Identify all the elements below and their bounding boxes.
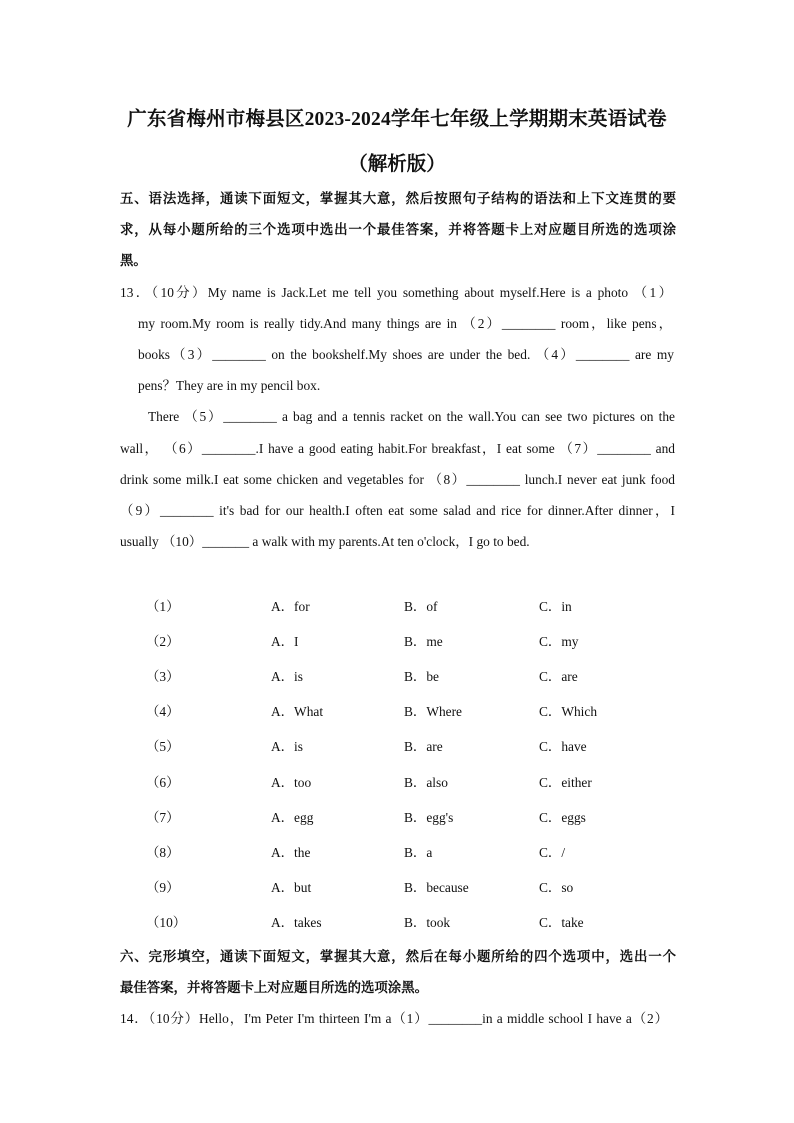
q13-option-row [0,631,794,651]
q13-option-row [0,772,794,792]
q13-passage-line-3: books（3）________ on the bookshelf.My shoes are under the bed. （4）________ are my [138,347,674,362]
option-a: A．is [271,669,303,684]
option-number: （7） [146,810,180,825]
section5-instruction-line-1: 五、语法选择，通读下面短文，掌握其大意，然后按照句子结构的语法和上下文连贯的要 [120,191,676,206]
option-a: A．takes [271,915,322,930]
q13-passage-line-4: pens？They are in my pencil box. [138,378,321,393]
q14-passage-line-1: 14．（10分）Hello，I'm Peter I'm thirteen I'm a（1）________in a middle school I have a（2） [120,1011,668,1026]
option-number: （2） [146,634,180,649]
option-a: A．too [271,775,312,790]
option-c: C．either [539,775,592,790]
option-c: C．are [539,669,578,684]
section6-instruction-line-1: 六、完形填空，通读下面短文，掌握其大意，然后在每小题所给的四个选项中，选出一个 [120,949,676,964]
q13-option-row [0,666,794,686]
option-c: C．so [539,880,574,895]
q13-option-row [0,596,794,616]
exam-title: 广东省梅州市梅县区2023-2024学年七年级上学期期末英语试卷 [127,109,667,130]
option-number: （4） [146,704,180,719]
option-number: （6） [146,775,180,790]
q13-option-row [0,877,794,897]
option-number: （8） [146,845,180,860]
q13-passage-line-6: wall， （6）________.I have a good eating habit.For breakfast，I eat some （7）________ and [120,441,675,456]
q13-passage-line-8: （9）________ it's bad for our health.I often eat some salad and rice for dinner.After dinner，I [120,503,675,518]
option-c: C．have [539,739,587,754]
option-b: B．a [404,845,433,860]
option-a: A．I [271,634,299,649]
option-number: （9） [146,880,180,895]
option-c: C．take [539,915,584,930]
option-a: A．egg [271,810,314,825]
q13-option-row [0,912,794,932]
section5-instruction-line-3: 黑。 [120,253,147,268]
option-a: A．the [271,845,311,860]
option-number: （10） [146,915,187,930]
option-b: B．of [404,599,438,614]
option-b: B．egg's [404,810,454,825]
section6-instruction-line-2: 最佳答案，并将答题卡上对应题目所选的选项涂黑。 [120,980,428,995]
option-number: （3） [146,669,180,684]
option-c: C．my [539,634,579,649]
q13-passage-line-7: drink some milk.I eat some chicken and vegetables for （8）________ lunch.I never eat junk food [120,472,675,487]
option-c: C．eggs [539,810,586,825]
option-a: A．but [271,880,312,895]
option-number: （5） [146,739,180,754]
option-b: B．Where [404,704,463,719]
option-c: C．/ [539,845,566,860]
option-b: B．be [404,669,439,684]
option-b: B．also [404,775,448,790]
option-b: B．took [404,915,451,930]
option-c: C．in [539,599,572,614]
option-a: A．is [271,739,303,754]
q13-option-row [0,701,794,721]
option-c: C．Which [539,704,598,719]
option-a: A．What [271,704,324,719]
q13-passage-line-2: my room.My room is really tidy.And many things are in （2）________ room，like pens， [138,316,672,331]
q13-option-row [0,807,794,827]
exam-subtitle: （解析版） [348,154,446,175]
option-b: B．me [404,634,443,649]
q13-option-row [0,842,794,862]
option-b: B．because [404,880,469,895]
q13-passage-line-5: There （5）________ a bag and a tennis racket on the wall.You can see two pictures on the [148,409,675,424]
q13-option-row [0,736,794,756]
option-number: （1） [146,599,180,614]
q13-passage-line-9: usually （10）_______ a walk with my parents.At ten o'clock，I go to bed. [120,534,530,549]
section5-instruction-line-2: 求，从每小题所给的三个选项中选出一个最佳答案，并将答题卡上对应题目所选的选项涂 [120,222,676,237]
option-b: B．are [404,739,443,754]
option-a: A．for [271,599,310,614]
q13-passage-line-1: 13．（10分）My name is Jack.Let me tell you something about myself.Here is a photo （1） [120,285,672,300]
